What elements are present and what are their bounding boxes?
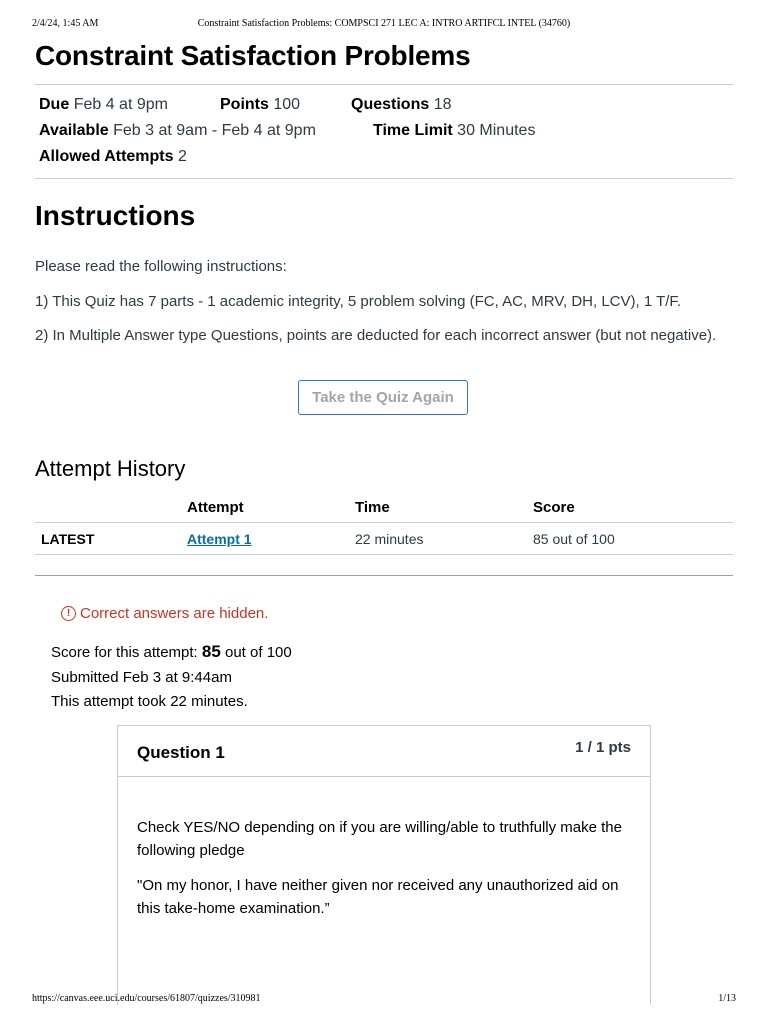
attempts-label: Allowed Attempts bbox=[39, 148, 174, 165]
print-url: https://canvas.eee.uci.edu/courses/61807/quizzes/310981 bbox=[32, 993, 261, 1004]
section-divider bbox=[35, 575, 733, 576]
quiz-due bbox=[39, 96, 168, 114]
instruction-line: Please read the following instructions: bbox=[35, 258, 287, 275]
time-limit-value: 30 Minutes bbox=[457, 122, 536, 139]
quiz-available bbox=[39, 122, 316, 140]
print-page-title: Constraint Satisfaction Problems: COMPSCI 271 LEC A: INTRO ARTIFCL INTEL (34760) bbox=[197, 18, 571, 29]
column-header-time: Time bbox=[355, 499, 390, 516]
latest-label: LATEST bbox=[41, 531, 95, 547]
warning-circle-icon: ! bbox=[61, 606, 76, 621]
instructions-heading: Instructions bbox=[35, 200, 196, 231]
correct-answers-hidden-notice bbox=[61, 605, 268, 622]
instruction-line: 2) In Multiple Answer type Questions, points are deducted for each incorrect answer (but not negative). bbox=[35, 327, 717, 344]
attempt-score-line bbox=[51, 642, 292, 662]
question-header bbox=[118, 726, 650, 777]
questions-label: Questions bbox=[351, 96, 430, 113]
take-quiz-again-button[interactable]: Take the Quiz Again bbox=[298, 380, 468, 415]
column-header-score: Score bbox=[533, 499, 575, 516]
notice-text: Correct answers are hidden. bbox=[80, 605, 269, 622]
page-title: Constraint Satisfaction Problems bbox=[35, 40, 471, 71]
question-points: 1 / 1 pts bbox=[575, 739, 631, 756]
due-label: Due bbox=[39, 96, 70, 113]
print-footer bbox=[32, 993, 736, 1007]
attempt-time: 22 minutes bbox=[355, 531, 424, 547]
pledge-text: "On my honor, I have neither given nor received any unauthorized aid on this take-home examination.” bbox=[137, 877, 619, 917]
points-value: 100 bbox=[273, 96, 301, 113]
question-title: Question 1 bbox=[137, 743, 225, 762]
points-label: Points bbox=[220, 96, 269, 113]
quiz-questions bbox=[351, 96, 451, 114]
attempt-1-link[interactable]: Attempt 1 bbox=[187, 531, 252, 547]
score-value: 85 bbox=[201, 642, 221, 661]
due-value: Feb 4 at 9pm bbox=[73, 96, 168, 113]
attempt-score: 85 out of 100 bbox=[533, 531, 615, 547]
table-divider bbox=[35, 554, 733, 555]
submitted-line: Submitted Feb 3 at 9:44am bbox=[51, 669, 232, 686]
print-header bbox=[32, 18, 736, 32]
score-prefix: Score for this attempt: bbox=[51, 644, 202, 661]
time-limit-label: Time Limit bbox=[373, 122, 453, 139]
column-header-attempt: Attempt bbox=[187, 499, 244, 516]
questions-value: 18 bbox=[433, 96, 452, 113]
quiz-time-limit bbox=[373, 122, 535, 140]
quiz-allowed-attempts bbox=[39, 148, 187, 166]
question-1-card bbox=[117, 725, 651, 1005]
available-label: Available bbox=[39, 122, 109, 139]
divider bbox=[35, 178, 733, 179]
attempt-history-heading: Attempt History bbox=[35, 456, 186, 481]
table-divider bbox=[35, 522, 733, 523]
attempts-value: 2 bbox=[177, 148, 187, 165]
available-value: Feb 3 at 9am - Feb 4 at 9pm bbox=[113, 122, 316, 139]
attempt-link-cell bbox=[187, 531, 252, 547]
print-page-number: 1/13 bbox=[718, 993, 736, 1004]
instruction-line: 1) This Quiz has 7 parts - 1 academic integrity, 5 problem solving (FC, AC, MRV, DH, LCV), 1 T/F. bbox=[35, 293, 682, 310]
divider bbox=[35, 84, 733, 85]
print-datetime: 2/4/24, 1:45 AM bbox=[32, 18, 99, 29]
attempt-duration-line: This attempt took 22 minutes. bbox=[51, 693, 248, 710]
quiz-points bbox=[220, 96, 300, 114]
question-text: Check YES/NO depending on if you are willing/able to truthfully make the following pledge bbox=[137, 819, 622, 859]
score-suffix: out of 100 bbox=[220, 644, 292, 661]
